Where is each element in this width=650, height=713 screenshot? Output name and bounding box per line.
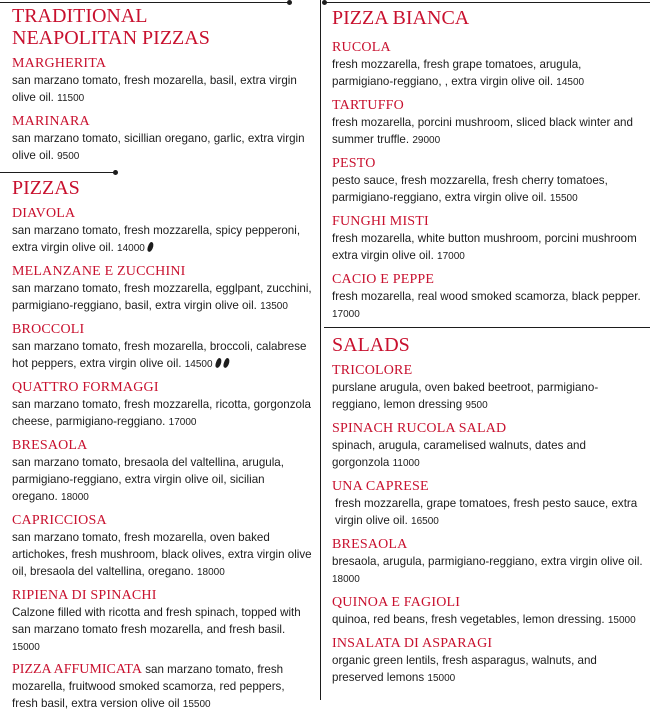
dish-price: 13500 [260, 301, 288, 312]
bianca-section [332, 0, 644, 323]
menu-item [332, 213, 644, 265]
menu-item [332, 536, 644, 588]
menu-item [12, 512, 312, 581]
salads-section [332, 334, 644, 687]
dish-description [12, 529, 312, 581]
dish-desc-text: san marzano tomato, bresaola del valtellina, arugula, parmigiano-reggiano, extra virgin olive oil, sicilian oregano. [12, 456, 284, 503]
dish-description [332, 437, 644, 472]
dish-name: QUATTRO FORMAGGI [12, 380, 159, 395]
dish-name: DIAVOLA [12, 206, 76, 221]
menu-item [12, 113, 312, 165]
traditional-section [12, 0, 312, 165]
title-line-1: TRADITIONAL [12, 5, 148, 27]
dish-description [332, 379, 644, 414]
dish-price: 9500 [57, 151, 80, 162]
dish-desc-text: fresh mozarella, white button mushroom, porcini mushroom extra virgin olive oil. [332, 232, 637, 262]
dish-name: MARGHERITA [12, 56, 107, 71]
pizzas-section [12, 177, 312, 713]
top-rule-right-dot [322, 0, 327, 5]
section-title-bianca: PIZZA BIANCA [332, 7, 470, 29]
menu-item [332, 271, 644, 323]
chili-pepper-icon [214, 357, 222, 368]
dish-price: 9500 [465, 400, 488, 411]
menu-item [12, 587, 312, 656]
dish-price: 18000 [197, 567, 225, 578]
menu-item [12, 263, 312, 315]
section-title-traditional [12, 5, 312, 49]
dish-description [332, 114, 644, 149]
pizzas-rule-dot [113, 170, 118, 175]
dish-description [332, 652, 644, 687]
dish-desc-text: Calzone filled with ricotta and fresh spinach, topped with san marzano tomato fresh mozarella, and fresh basil. [12, 606, 301, 636]
dish-description [12, 661, 312, 713]
dish-desc-text: san marzano tomato, fresh mozarella, oven baked artichokes, fresh mushroom, black olives, extra virgin olive oil, bresaola del valtellina, oregano. [12, 531, 312, 578]
dish-description [332, 230, 644, 265]
dish-price: 14500 [556, 77, 585, 88]
dish-name: RIPIENA DI SPINACHI [12, 588, 157, 603]
dish-name: INSALATA DI ASPARAGI [332, 636, 493, 651]
dish-name: QUINOA E FAGIOLI [332, 595, 461, 610]
dish-name: BRESAOLA [12, 438, 88, 453]
dish-price: 15000 [12, 642, 40, 653]
dish-description [12, 280, 312, 315]
right-column [332, 0, 644, 684]
pizzas-rule [0, 172, 115, 173]
salads-rule [324, 327, 650, 328]
dish-price: 17000 [168, 417, 197, 428]
dish-desc-text: purslane arugula, oven baked beetroot, parmigiano-reggiano, lemon dressing [332, 381, 599, 411]
menu-item [332, 420, 644, 472]
dish-price: 17000 [332, 309, 360, 320]
dish-name: SPINACH RUCOLA SALAD [332, 421, 507, 436]
menu-item [332, 97, 644, 149]
menu-item [332, 155, 644, 207]
dish-name: TRICOLORE [332, 363, 413, 378]
chili-pepper-icon [146, 241, 154, 252]
dish-desc-text: pesto sauce, fresh mozzarella, fresh cherry tomatoes, parmigiano-reggiano, extra virgin olive oil. [332, 174, 608, 204]
menu-item [12, 321, 312, 373]
left-column [12, 0, 312, 710]
dish-description [332, 611, 644, 629]
dish-name: PESTO [332, 156, 376, 171]
menu-item [332, 478, 644, 530]
dish-name: BRESAOLA [332, 537, 408, 552]
dish-name: RUCOLA [332, 40, 391, 55]
dish-desc-text: fresh mozarella, porcini mushroom, sliced black winter and summer truffle. [332, 116, 633, 146]
menu-item [332, 39, 644, 91]
dish-desc-text: bresaola, arugula, parmigiano-reggiano, extra virgin olive oil. [332, 555, 643, 568]
dish-name: UNA CAPRESE [332, 479, 429, 494]
dish-price: 15500 [549, 193, 578, 204]
section-title-pizzas: PIZZAS [12, 177, 80, 199]
dish-desc-text: san marzano tomato, fresh mozarella, basil, extra virgin olive oil. [12, 74, 297, 104]
dish-price: 29000 [412, 135, 441, 146]
dish-price: 18000 [332, 574, 360, 585]
dish-price: 17000 [437, 251, 465, 262]
menu-item [332, 594, 644, 629]
dish-description [12, 222, 312, 257]
menu-item [332, 362, 644, 414]
dish-description [12, 338, 312, 373]
column-divider [320, 0, 321, 700]
dish-name: MARINARA [12, 114, 90, 129]
dish-description [12, 72, 312, 107]
chili-pepper-icon [222, 357, 230, 368]
dish-price: 11000 [392, 458, 420, 469]
dish-name: MELANZANE E ZUCCHINI [12, 264, 186, 279]
dish-description [332, 495, 644, 530]
dish-name: PIZZA AFFUMICATA [12, 662, 142, 677]
menu-item [12, 661, 312, 713]
dish-name: CAPRICCIOSA [12, 513, 107, 528]
dish-price: 15000 [607, 615, 636, 626]
menu-item [12, 205, 312, 257]
dish-desc-text: san marzano tomato, fresh mozarella, broccoli, calabrese hot peppers, extra virgin olive oil. [12, 340, 307, 370]
dish-description [332, 172, 644, 207]
menu-item [12, 379, 312, 431]
dish-description [12, 454, 312, 506]
dish-desc-text: san marzano tomato, sicillian oregano, garlic, extra virgin olive oil. [12, 132, 305, 162]
dish-description [12, 604, 312, 656]
dish-name: FUNGHI MISTI [332, 214, 429, 229]
dish-desc-text: spinach, arugula, caramelised walnuts, dates and gorgonzola [332, 439, 586, 469]
dish-description [12, 396, 312, 431]
section-title-salads: SALADS [332, 334, 410, 356]
dish-price: 14500 [184, 359, 213, 370]
dish-desc-text: san marzano tomato, fresh mozzarella, egglpant, zucchini, parmigiano-reggiano, basil, extra virgin olive oil. [12, 282, 312, 312]
dish-desc-text: san marzano tomato, fresh mozarella, fruitwood smoked scamorza, red peppers, fresh basil, extra version olive oil [12, 663, 285, 710]
dish-description [12, 130, 312, 165]
dish-desc-text: quinoa, red beans, fresh vegetables, lemon dressing. [332, 613, 605, 626]
dish-name: BROCCOLI [12, 322, 85, 337]
dish-desc-text: organic green lentils, fresh asparagus, walnuts, and preserved lemons [332, 654, 597, 684]
dish-price: 15000 [427, 673, 456, 684]
dish-description [332, 553, 644, 588]
dish-desc-text: san marzano tomato, fresh mozzarella, spicy pepperoni, extra virgin olive oil. [12, 224, 301, 254]
dish-description [332, 56, 644, 91]
dish-name: TARTUFFO [332, 98, 404, 113]
title-line-2: NEAPOLITAN PIZZAS [12, 27, 210, 49]
dish-name: CACIO E PEPPE [332, 272, 435, 287]
menu-item [12, 437, 312, 506]
dish-price: 16500 [411, 516, 439, 527]
dish-price: 18000 [61, 492, 89, 503]
dish-price: 11500 [57, 93, 85, 104]
menu-item [332, 635, 644, 687]
menu-item [12, 55, 312, 107]
dish-description [332, 288, 644, 323]
dish-desc-text: fresh mozzarella, fresh grape tomatoes, arugula, parmigiano-reggiano, , extra virgin olive oil. [332, 58, 582, 88]
dish-desc-text: san marzano tomato, fresh mozzarella, ricotta, gorgonzola cheese, parmigiano-reggiano. [12, 398, 312, 428]
dish-desc-text: fresh mozarella, real wood smoked scamorza, black pepper. [332, 290, 641, 303]
dish-price: 15500 [182, 699, 211, 710]
dish-desc-text: fresh mozzarella, grape tomatoes, fresh pesto sauce, extra virgin olive oil. [335, 497, 638, 527]
dish-price: 14000 [117, 243, 145, 254]
